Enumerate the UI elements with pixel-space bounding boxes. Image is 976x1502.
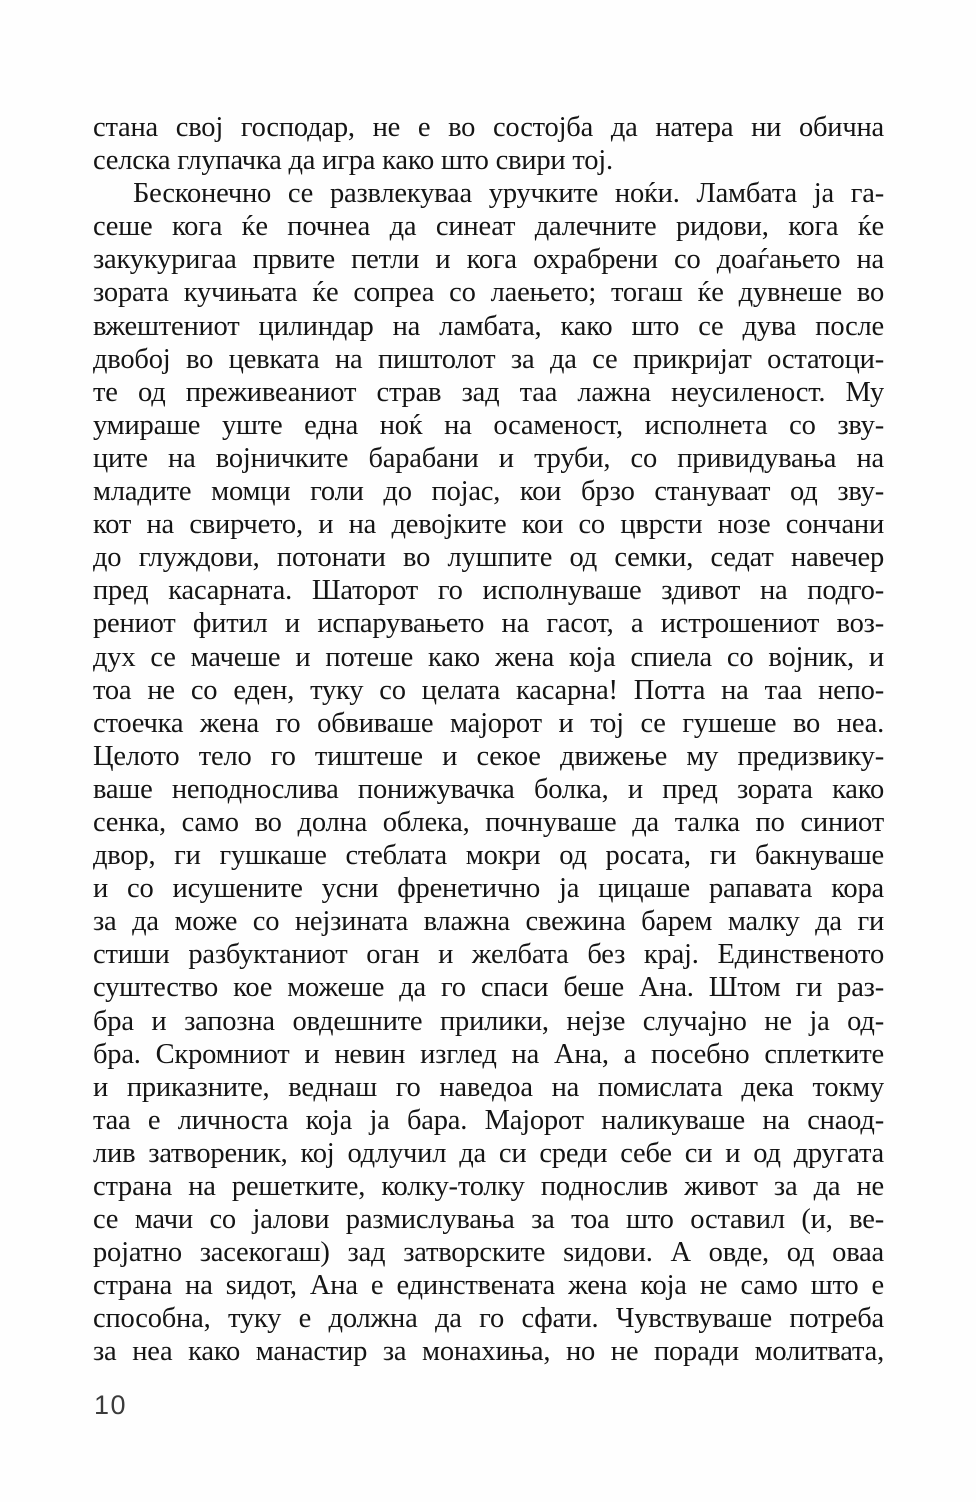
text-line: стиши разбуктаниот оган и желбата без крај. Единственото [93, 939, 884, 971]
text-line: умираше уште една ноќ на осаменост, исполнета со зву- [93, 409, 884, 441]
text-line: рениот фитил и испарувањето на гасот, а истрошениот воз- [93, 608, 884, 640]
text-line: ците на војничките барабани и труби, со привидувања на [93, 442, 884, 474]
text-line: Бесконечно се развлекуваа уручките ноќи. Ламбата ја га- [133, 178, 884, 210]
text-line: суштество кое можеше да го спаси беше Ана. Штом ги раз- [93, 972, 884, 1004]
text-line: двобој во цевката на пиштолот за да се прикријат остатоци- [93, 343, 884, 375]
text-line: ваше неподнослива понижувачка болка, и пред зората како [93, 773, 884, 805]
text-line: страна на решетките, колку-толку поднослив живот за да не [93, 1171, 884, 1202]
text-line: стоечка жена го обвиваше мајорот и тој се гушеше во неа. [93, 707, 884, 739]
text-line: бра и запозна овдешните прилики, нејзе случајно не ја од- [93, 1005, 884, 1037]
text-line: се мачи со јалови размислувања за тоа што оставил (и, ве- [93, 1204, 884, 1236]
text-line: Целото тело го тиштеше и секое движење му предизвику- [93, 740, 884, 772]
text-line: страна на ѕидот, Ана е единствената жена која не само што е [93, 1270, 884, 1302]
text-line: бра. Скромниот и невин изглед на Ана, а посебно сплетките [93, 1038, 884, 1070]
text-line: сеше кога ќе почнеа да синеат далечните ридови, кога ќе [93, 211, 884, 243]
body-text [93, 111, 884, 1369]
text-line: ројатно засекогаш) зад затворските ѕидови. А овде, од оваа [93, 1237, 884, 1269]
text-line: вжештениот цилиндар на ламбата, како што се дува после [93, 310, 884, 342]
text-line: закукуригаа првите петли и кога охрабрени со доаѓањето на [93, 244, 884, 276]
text-line: младите момци голи до појас, кои брзо стануваат од зву- [93, 476, 884, 508]
text-line: лив затвореник, кој одлучил да си среди себе си и од другата [93, 1137, 884, 1169]
text-line: пред касарната. Шаторот го исполнуваше здивот на подго- [93, 575, 884, 607]
page-number: 10 [94, 1390, 128, 1420]
text-line: зората кучињата ќе сопреа со лаењето; тогаш ќе дувнеше во [93, 277, 884, 309]
text-line: кот на свирчето, и на девојките кои со цврсти нозе сончани [93, 509, 884, 541]
text-line: двор, ги гушкаше стеблата мокри од росата, ги бакнуваше [93, 840, 884, 872]
text-line: дух се мачеше и потеше како жена која спиела со војник, и [93, 641, 884, 673]
text-line: те од преживеаниот страв зад таа лажна неусиленост. Му [93, 376, 884, 408]
text-line: за да може со нејзината влажна свежина барем малку да ги [93, 906, 884, 938]
text-line: и приказните, веднаш го наведоа на помислата дека токму [93, 1071, 884, 1103]
text-line: тоа не со еден, туку со целата касарна! Потта на таа непо- [93, 674, 884, 706]
text-line: и со исушените усни френетично ја цицаше рапавата кора [93, 873, 884, 905]
text-line: таа е личноста која ја бара. Мајорот наликуваше на снаод- [93, 1104, 884, 1136]
text-line: селска глупачка да игра како што свири тој. [93, 145, 613, 177]
text-line: до глуждови, потонати во лушпите од семки, седат навечер [93, 542, 884, 574]
text-line: способна, туку е должна да го сфати. Чувствуваше потреба [93, 1303, 884, 1335]
text-line: сенка, само во долна облека, почнуваше да талка по синиот [93, 806, 884, 838]
text-line: стана свој господар, не е во состојба да натера ни обична [93, 112, 884, 143]
text-line: за неа како манастир за монахиња, но не поради молитвата, [93, 1336, 884, 1368]
